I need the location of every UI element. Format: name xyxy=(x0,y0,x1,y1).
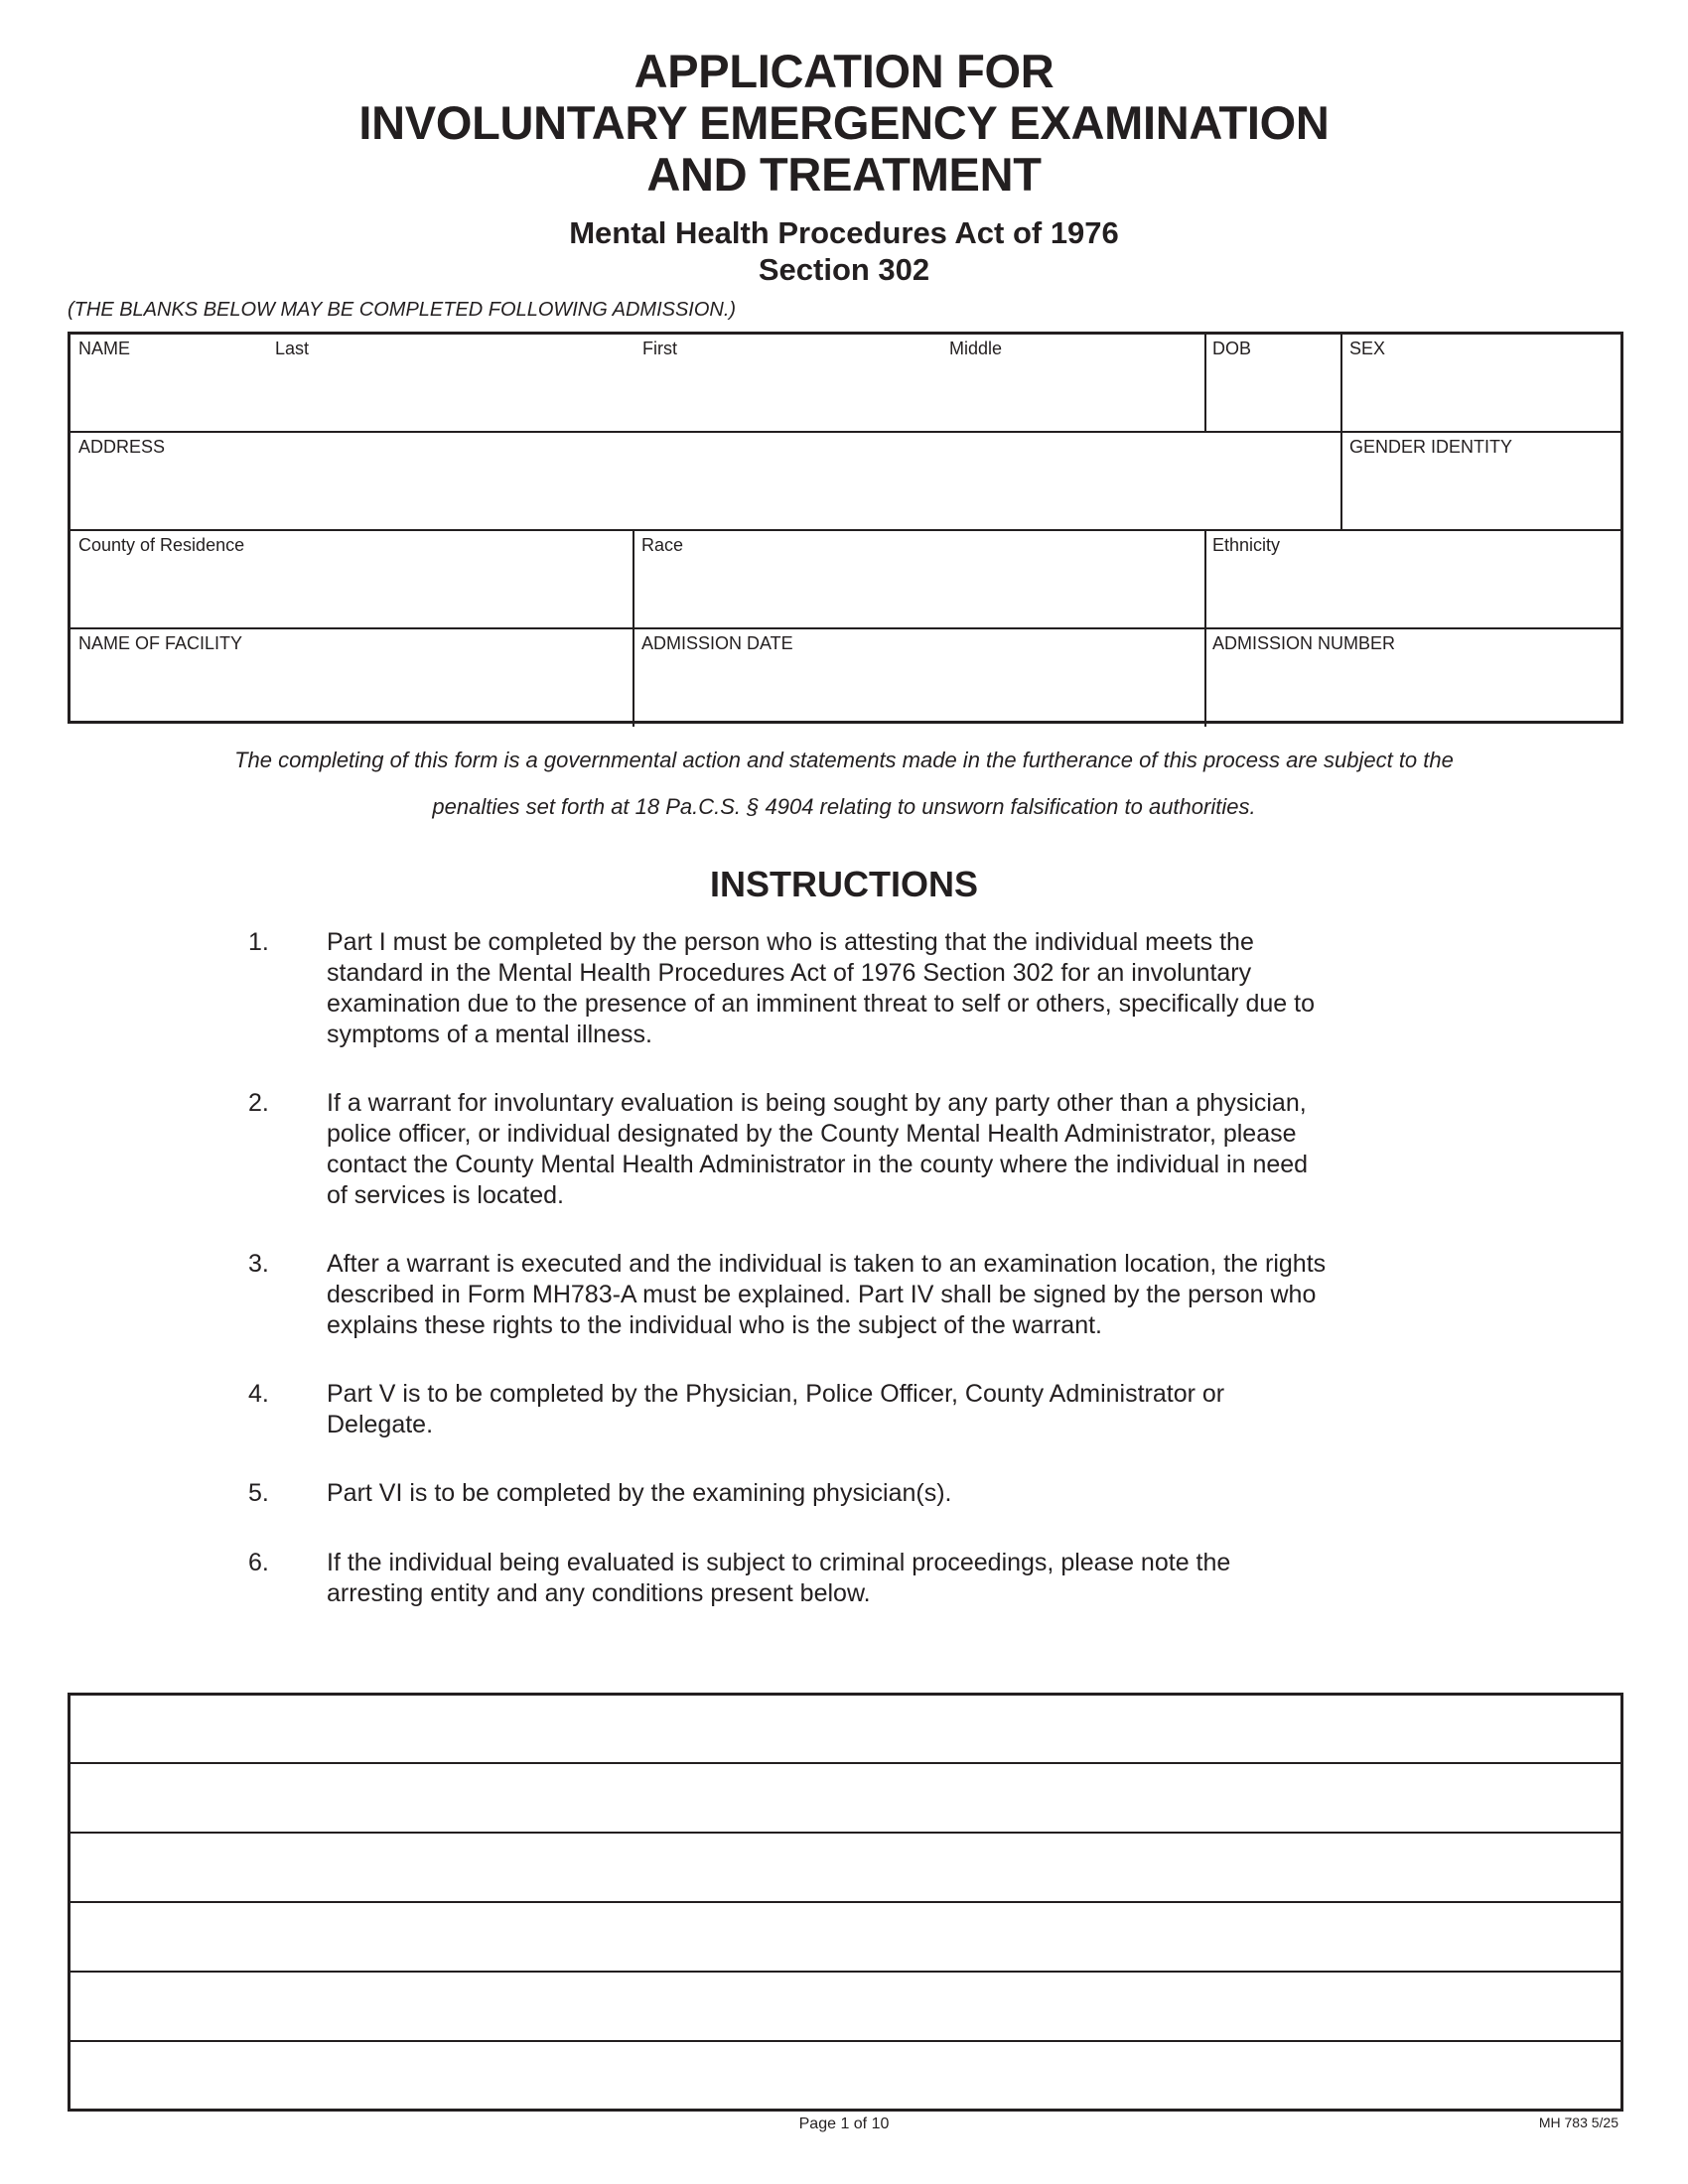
address-label: ADDRESS xyxy=(78,437,166,457)
writing-line xyxy=(70,1762,1620,1764)
dob-field[interactable] xyxy=(1206,335,1340,431)
gender-identity-field[interactable] xyxy=(1342,433,1620,529)
instruction-number: 2. xyxy=(248,1089,269,1117)
admission-date-label: ADMISSION DATE xyxy=(641,633,793,653)
writing-line xyxy=(70,1901,1620,1903)
form-note: (THE BLANKS BELOW MAY BE COMPLETED FOLLOWING ADMISSION.) xyxy=(68,299,737,321)
page-number: Page 1 of 10 xyxy=(798,2116,890,2132)
race-label: Race xyxy=(641,535,684,555)
admission-number-field[interactable] xyxy=(1206,629,1620,721)
instruction-item: If a warrant for involuntary evaluation is being sought by any party other than a physician, police officer, or individual designated by the County Mental Health Administrator, please contact the County Mental Health Administrator in the county where the individual in need of services is located. xyxy=(327,1089,1309,1209)
instruction-number: 6. xyxy=(248,1549,269,1576)
address-field[interactable] xyxy=(70,433,1340,529)
instruction-item: Part VI is to be completed by the examining physician(s). xyxy=(327,1479,952,1507)
criminal-proceedings-notes-box[interactable] xyxy=(68,1693,1623,2112)
patient-info-table xyxy=(68,332,1623,724)
name-field[interactable] xyxy=(70,335,1204,431)
instruction-item: If the individual being evaluated is subject to criminal proceedings, please note the arresting entity and any conditions present below. xyxy=(327,1549,1231,1607)
title-line-3: AND TREATMENT xyxy=(646,148,1042,201)
ethnicity-label: Ethnicity xyxy=(1212,535,1281,555)
middle-name-label: Middle xyxy=(949,339,1003,358)
gender-identity-label: GENDER IDENTITY xyxy=(1349,437,1513,457)
subtitle-section: Section 302 xyxy=(758,252,930,287)
title-line-1: APPLICATION FOR xyxy=(633,45,1055,97)
county-label: County of Residence xyxy=(78,535,245,555)
instruction-item: Part I must be completed by the person who is attesting that the individual meets the standard in the Mental Health Procedures Act of 1976 Section 302 for an involuntary examination due to the presence of an imminent threat to self or others, specifically due to symptoms of a mental illness. xyxy=(327,928,1315,1048)
race-field[interactable] xyxy=(634,531,1204,627)
instruction-number: 4. xyxy=(248,1380,269,1408)
form-code: MH 783 5/25 xyxy=(1538,2115,1618,2130)
disclaimer-line-2: penalties set forth at 18 Pa.C.S. § 4904 relating to unsworn falsification to authorities. xyxy=(432,794,1256,819)
admission-date-field[interactable] xyxy=(634,629,1204,721)
admission-number-label: ADMISSION NUMBER xyxy=(1212,633,1396,653)
instruction-number: 1. xyxy=(248,928,269,956)
sex-label: SEX xyxy=(1349,339,1386,358)
writing-line xyxy=(70,1832,1620,1834)
writing-line xyxy=(70,1971,1620,1973)
facility-field[interactable] xyxy=(70,629,633,721)
title-line-2: INVOLUNTARY EMERGENCY EXAMINATION xyxy=(358,96,1330,149)
name-label: NAME xyxy=(78,339,131,358)
sex-field[interactable] xyxy=(1342,335,1620,431)
writing-line xyxy=(70,2040,1620,2042)
facility-label: NAME OF FACILITY xyxy=(78,633,243,653)
instructions-heading: INSTRUCTIONS xyxy=(710,864,978,904)
instruction-item: Part V is to be completed by the Physician, Police Officer, County Administrator or Delegate. xyxy=(327,1380,1225,1438)
instruction-item: After a warrant is executed and the individual is taken to an examination location, the rights described in Form MH783-A must be explained. Part IV shall be signed by the person who explains these rights to the individual who is the subject of the warrant. xyxy=(327,1250,1327,1339)
disclaimer-line-1: The completing of this form is a governmental action and statements made in the furtherance of this process are subject to the xyxy=(234,748,1454,772)
instruction-number: 3. xyxy=(248,1250,269,1278)
county-field[interactable] xyxy=(70,531,633,627)
dob-label: DOB xyxy=(1212,339,1252,358)
first-name-label: First xyxy=(642,339,677,358)
last-name-label: Last xyxy=(275,339,310,358)
instruction-number: 5. xyxy=(248,1479,269,1507)
subtitle-act: Mental Health Procedures Act of 1976 xyxy=(569,215,1119,250)
ethnicity-field[interactable] xyxy=(1206,531,1620,627)
